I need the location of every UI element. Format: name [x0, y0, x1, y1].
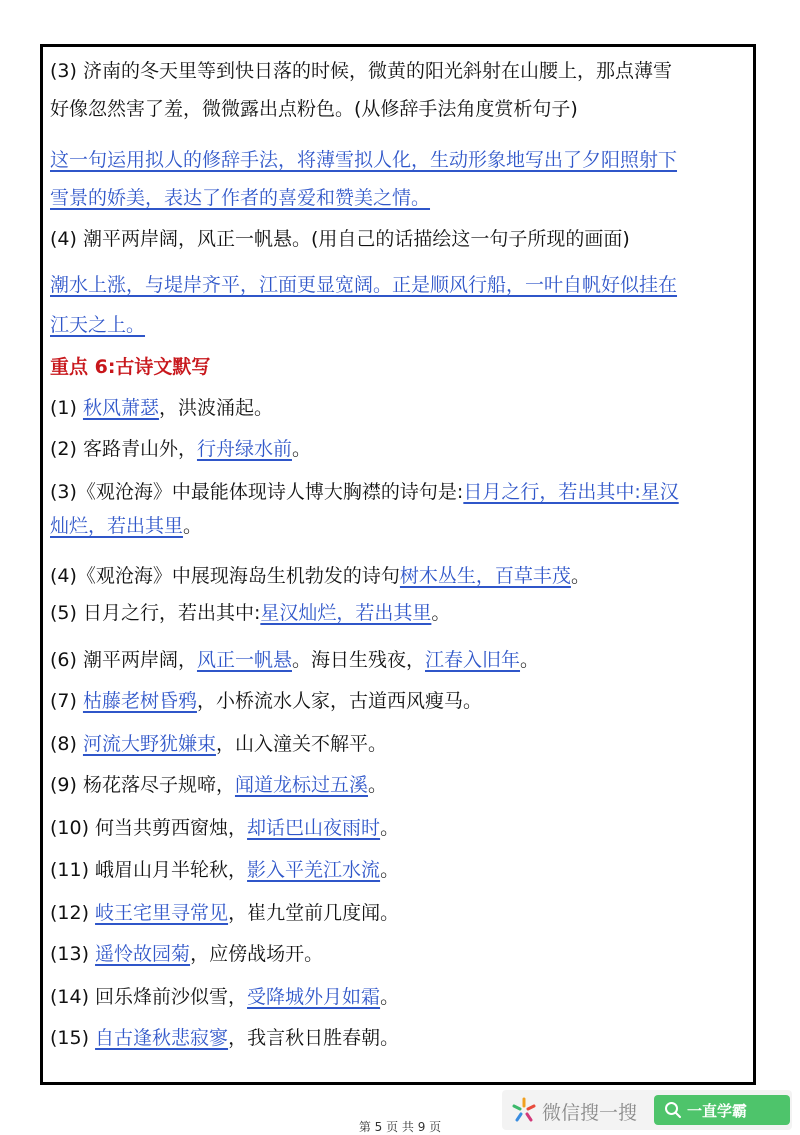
item-prefix: (15) [50, 1027, 96, 1049]
recitation-item-15 [50, 1025, 399, 1051]
item-answer: 受降城外月如霜 [247, 986, 381, 1008]
recitation-item-5 [50, 600, 450, 626]
item-suffix: ，山入潼关不解平。 [215, 733, 387, 755]
item-prefix: (14) 回乐烽前沙似雪， [50, 986, 248, 1008]
q4-question-line1: (4) 潮平两岸阔，风正一帆悬。(用自己的话描绘这一句子所现的画面) [50, 228, 630, 250]
item-answer: 树木丛生，百草丰茂 [399, 565, 571, 587]
recitation-item-7 [50, 688, 482, 714]
item-answer: 行舟绿水前 [196, 438, 292, 460]
item-prefix: (7) [50, 690, 83, 712]
item-suffix: 。 [380, 817, 400, 839]
item-answer: 河流大野犹嫌束 [82, 733, 216, 755]
item-answer: 岐王宅里寻常见 [95, 902, 229, 924]
section-heading: 重点 6:古诗文默写 [50, 356, 211, 378]
item-answer: 日月之行，若出其中:星汉 [463, 481, 679, 503]
item-answer: 风正一帆悬 [196, 649, 292, 671]
item-answer: 星汉灿烂，若出其里 [260, 602, 432, 624]
recitation-item-2 [50, 436, 311, 462]
q3-answer-line1: 这一句运用拟人的修辞手法，将薄雪拟人化，生动形象地写出了夕阳照射下 [50, 149, 678, 171]
q4-answer-line2: 江天之上。 [50, 314, 146, 336]
item-suffix: 。 [380, 859, 400, 881]
item-prefix: (8) [50, 733, 83, 755]
item-answer: 遥怜故园菊 [95, 943, 191, 965]
q4-answer-line1: 潮水上涨，与堤岸齐平，江面更显宽阔。正是顺风行船，一叶自帆好似挂在 [50, 274, 678, 296]
recitation-item-1 [50, 395, 273, 421]
recitation-item-11 [50, 857, 399, 883]
item-prefix: (5) 日月之行，若出其中: [50, 602, 261, 624]
item-prefix: (1) [50, 397, 83, 419]
item-suffix: 。 [520, 649, 540, 671]
item-prefix: (2) 客路青山外， [50, 438, 197, 460]
item-prefix: (10) 何当共剪西窗烛， [50, 817, 248, 839]
item-suffix: 。 [367, 774, 387, 796]
wechat-search-label: 微信搜一搜 [542, 1102, 638, 1124]
item-prefix: (13) [50, 943, 96, 965]
item-answer: 秋风萧瑟 [82, 397, 159, 419]
recitation-item-3-line1 [50, 479, 679, 505]
item-answer: 影入平羌江水流 [247, 859, 381, 881]
item-suffix: ，应傍战场开。 [190, 943, 324, 965]
item-prefix: (9) 杨花落尽子规啼， [50, 774, 235, 796]
recitation-item-13 [50, 941, 323, 967]
item-suffix: ，小桥流水人家，古道西风瘦马。 [196, 690, 482, 712]
item-suffix: 。 [570, 565, 590, 587]
item-suffix: 。 [431, 602, 451, 624]
item-suffix: ，崔九堂前几度闻。 [228, 902, 400, 924]
page-number: 第 5 页 共 9 页 [358, 1120, 442, 1134]
item-prefix: (11) 峨眉山月半轮秋， [50, 859, 248, 881]
recitation-item-9 [50, 772, 387, 798]
recitation-item-8 [50, 731, 387, 757]
recitation-item-14 [50, 984, 399, 1010]
q3-answer-line2: 雪景的娇美，表达了作者的喜爱和赞美之情。 [50, 187, 431, 209]
item-prefix: (3)《观沧海》中最能体现诗人博大胸襟的诗句是: [50, 481, 464, 503]
recitation-item-4 [50, 563, 590, 589]
item-prefix: (6) 潮平两岸阔， [50, 649, 197, 671]
item-suffix: ，洪波涌起。 [158, 397, 273, 419]
recitation-item-6 [50, 647, 539, 673]
item-answer: 闻道龙标过五溪 [234, 774, 368, 796]
item-suffix: 。 [291, 438, 311, 460]
item-suffix: ，我言秋日胜春朝。 [228, 1027, 400, 1049]
recitation-item-3-line2 [50, 513, 202, 539]
q3-question-line1: (3) 济南的冬天里等到快日落的时候，微黄的阳光斜射在山腰上，那点薄雪 [50, 60, 672, 82]
item-prefix: (4)《观沧海》中展现海岛生机勃发的诗句 [50, 565, 400, 587]
q3-question-line2: 好像忽然害了羞，微微露出点粉色。(从修辞手法角度赏析句子) [50, 98, 578, 120]
recitation-item-12 [50, 900, 399, 926]
wechat-search-logo-icon [510, 1096, 538, 1124]
item-prefix: (12) [50, 902, 96, 924]
item-answer: 灿烂，若出其里 [50, 515, 184, 537]
wechat-search-button[interactable] [654, 1095, 790, 1125]
item-answer: 枯藤老树昏鸦 [82, 690, 197, 712]
item-suffix: 。 [183, 515, 203, 537]
wechat-search-button-label: 一直学霸 [687, 1102, 748, 1120]
item-middle: 。海日生残夜， [291, 649, 425, 671]
wechat-search-bar[interactable] [502, 1090, 792, 1130]
item-suffix: 。 [380, 986, 400, 1008]
recitation-item-10 [50, 815, 399, 841]
item-answer: 却话巴山夜雨时 [247, 817, 381, 839]
item-answer-2: 江春入旧年 [425, 649, 521, 671]
item-answer: 自古逢秋悲寂寥 [95, 1027, 229, 1049]
search-icon [664, 1101, 682, 1119]
